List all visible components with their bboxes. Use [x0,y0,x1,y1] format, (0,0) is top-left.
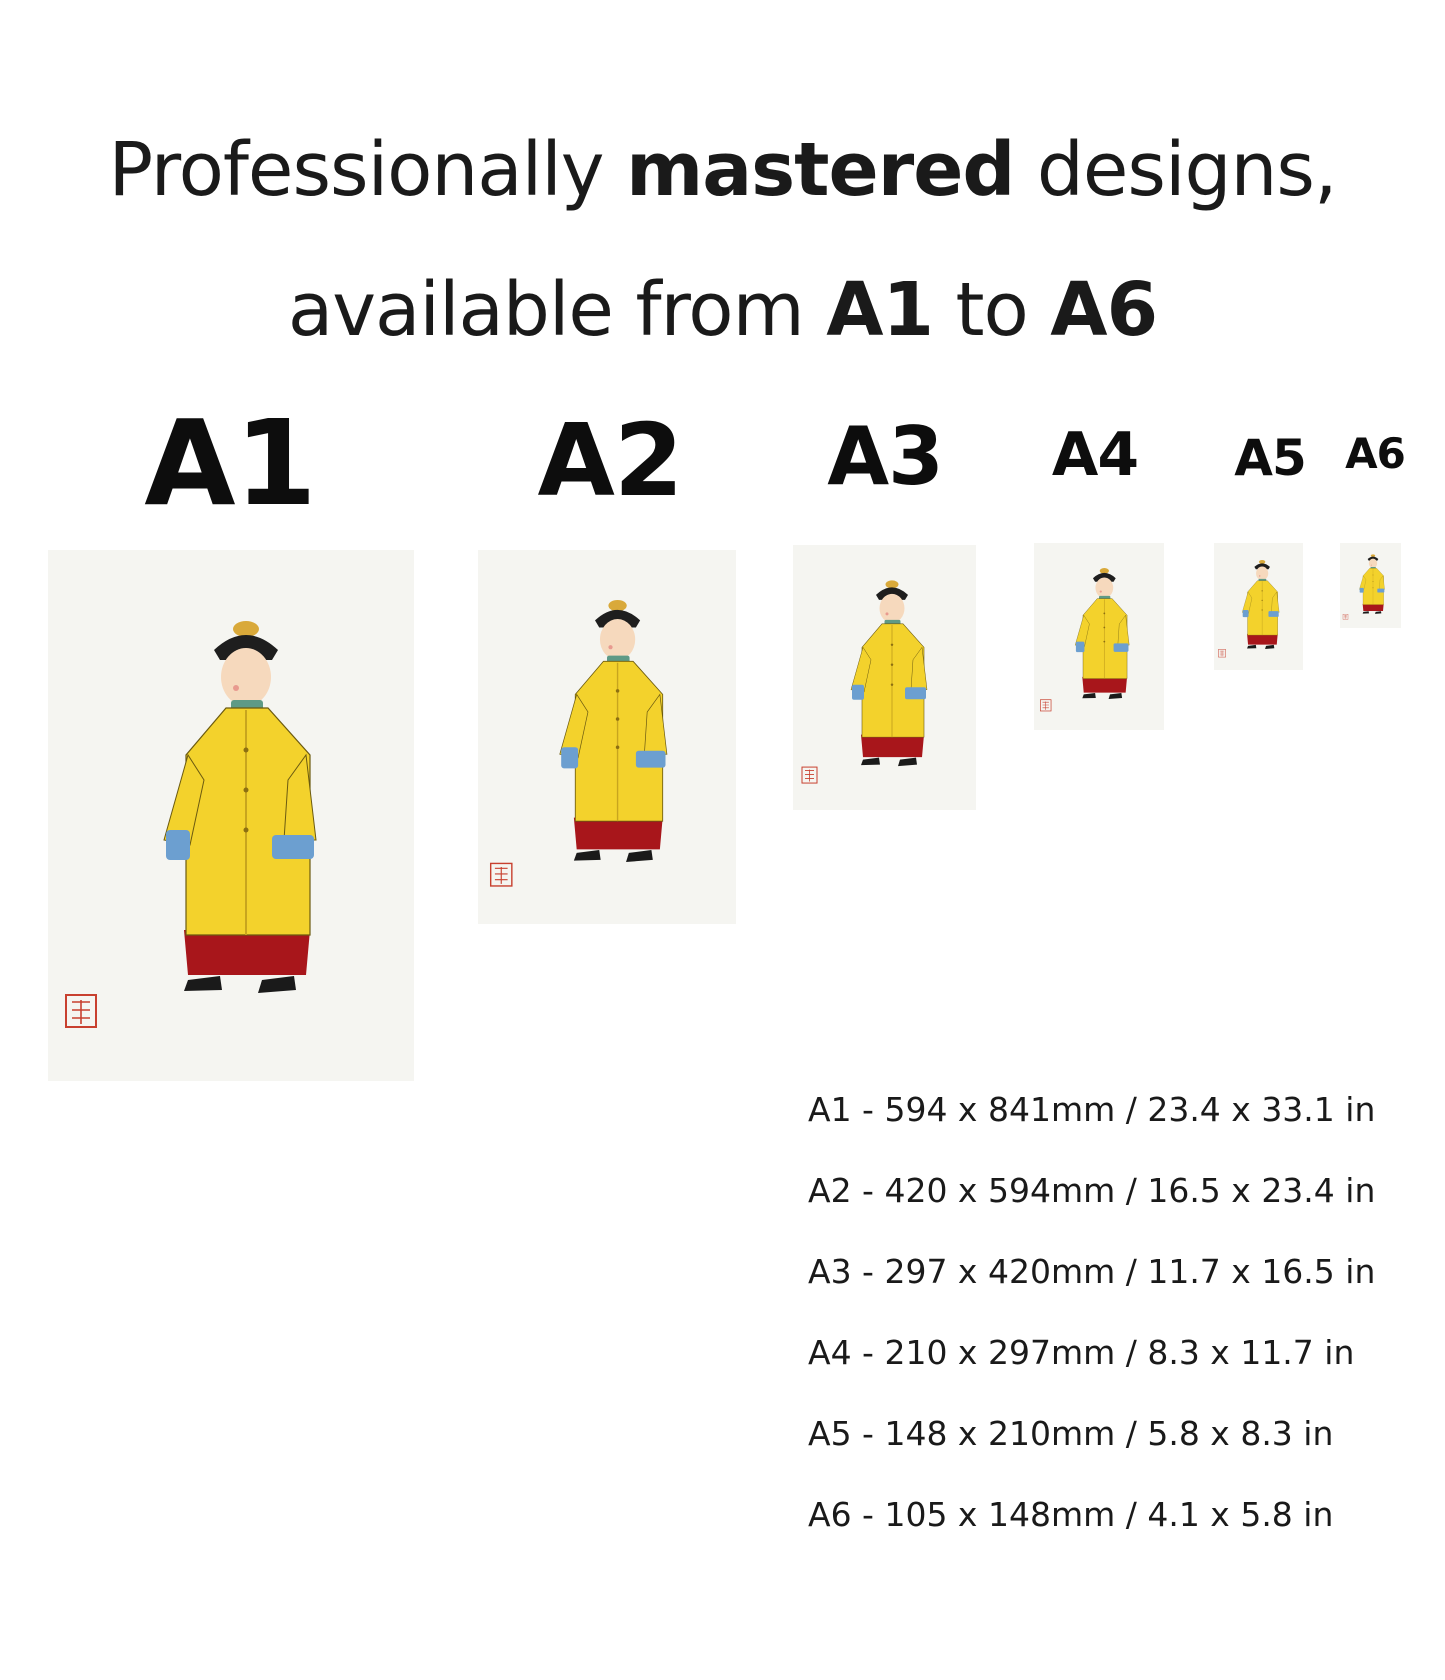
headline [0,100,1445,380]
size-label-a5: A5 [1234,429,1306,487]
headline-line-2: available from A1 to A6 [287,267,1158,353]
size-label-a6: A6 [1345,429,1405,478]
poster-a2 [478,550,736,924]
poster-a5 [1214,543,1303,670]
headline-line-1: Professionally mastered designs, [108,127,1337,213]
size-spec-a2: A2 - 420 x 594mm / 16.5 x 23.4 in [808,1171,1376,1210]
size-spec-a4: A4 - 210 x 297mm / 8.3 x 11.7 in [808,1333,1355,1372]
size-spec-a1: A1 - 594 x 841mm / 23.4 x 33.1 in [808,1090,1376,1129]
size-label-a4: A4 [1051,420,1139,490]
poster-a6 [1340,543,1401,628]
poster-a3 [793,545,976,810]
size-label-a3: A3 [827,410,943,503]
size-spec-a3: A3 - 297 x 420mm / 11.7 x 16.5 in [808,1252,1376,1291]
size-spec-list [808,1088,1375,1574]
size-spec-a5: A5 - 148 x 210mm / 5.8 x 8.3 in [808,1414,1334,1453]
size-spec-a6: A6 - 105 x 148mm / 4.1 x 5.8 in [808,1495,1334,1534]
size-label-a1: A1 [144,394,316,532]
poster-a4 [1034,543,1164,730]
poster-a1 [48,550,414,1081]
size-label-a2: A2 [537,402,683,519]
